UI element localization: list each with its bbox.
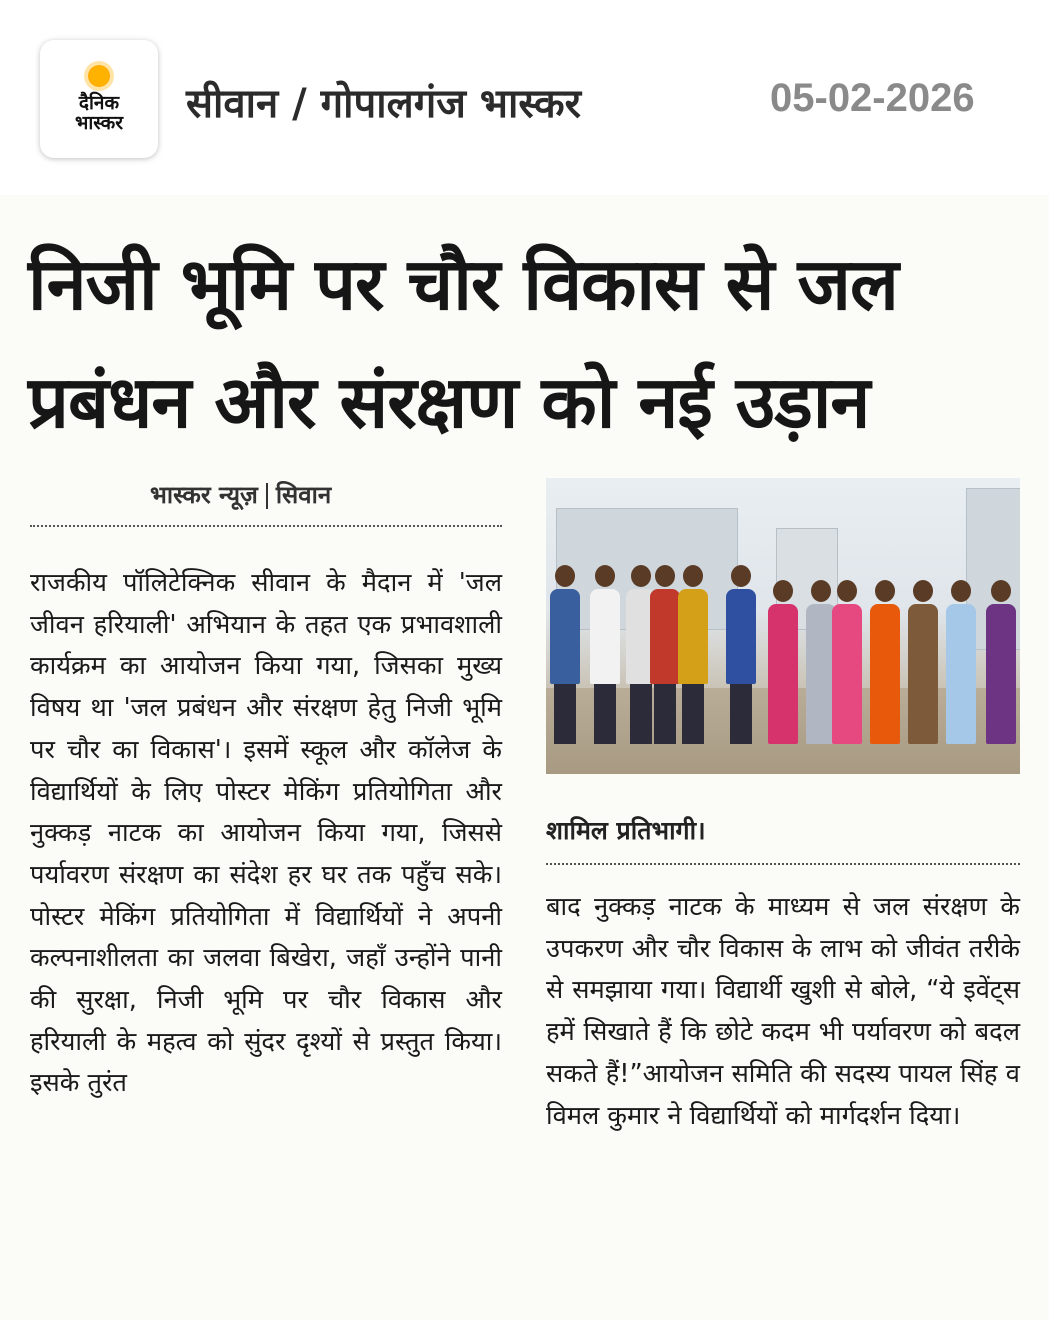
byline [150,478,331,511]
person-figure [650,565,680,744]
person-figure [678,565,708,744]
dotted-rule [546,863,1020,865]
byline-place: सिवान [275,481,332,509]
person-figure [946,580,976,744]
news-clipping [0,195,1049,1320]
person-figure [870,580,900,744]
article-body-left: राजकीय पॉलिटेक्निक सीवान के मैदान में 'जल जीवन हरियाली' अभियान के तहत एक प्रभावशाली कार्यक्रम का आयोजन किया गया, जिसका मुख्य विषय था 'जल प्रबंधन और संरक्षण हेतु निजी भूमि पर चौर का विकास'। इसमें स्कूल और कॉलेज के विद्यार्थियों के लिए पोस्टर मेकिंग प्रतियोगिता और नुक्कड़ नाटक का आयोजन किया गया, जिससे पर्यावरण संरक्षण का संदेश हर घर तक पहुँच सके। पोस्टर मेकिंग प्रतियोगिता में विद्यार्थियों ने अपनी कल्पनाशीलता का जलवा बिखेरा, जहाँ उन्होंने पानी की सुरक्षा, निजी भूमि पर चौर विकास और हरियाली के महत्व को सुंदर दृश्यों से प्रस्तुत किया। इसके तुरंत [30,568,502,1099]
article-body-right: बाद नुक्कड़ नाटक के माध्यम से जल संरक्षण के उपकरण और चौर विकास के लाभ को जीवंत तरीके से समझाया गया। विद्यार्थी खुशी से बोले, “ये इवेंट्स हमें सिखाते हैं कि छोटे कदम भी पर्यावरण को बदल सकते हैं!”आयोजन समिति की सदस्य पायल सिंह व विमल कुमार ने विद्यार्थियों को मार्गदर्शन दिया। [546,892,1020,1131]
person-figure [550,565,580,744]
person-figure [726,565,756,744]
byline-source: भास्कर न्यूज़ [150,481,258,509]
person-figure [832,580,862,744]
page-header [0,0,1049,180]
participants-photo[interactable] [546,478,1020,774]
article-headline: निजी भूमि पर चौर विकास से जल प्रबंधन और संरक्षण को नई उड़ान [28,242,898,444]
logo-line-2: भास्कर [74,112,124,134]
person-figure [908,580,938,744]
person-figure [590,565,620,744]
person-figure [768,580,798,744]
sun-icon [88,65,110,87]
photo-caption: शामिल प्रतिभागी। [546,816,706,845]
dotted-rule [30,525,502,527]
dainik-bhaskar-logo[interactable] [40,40,158,158]
person-figure [986,580,1016,744]
byline-divider [266,483,268,509]
edition-date: 05-02-2026 [770,76,975,120]
logo-line-1: दैनिक [78,92,120,114]
edition-title: सीवान / गोपालगंज भास्कर [186,81,581,127]
